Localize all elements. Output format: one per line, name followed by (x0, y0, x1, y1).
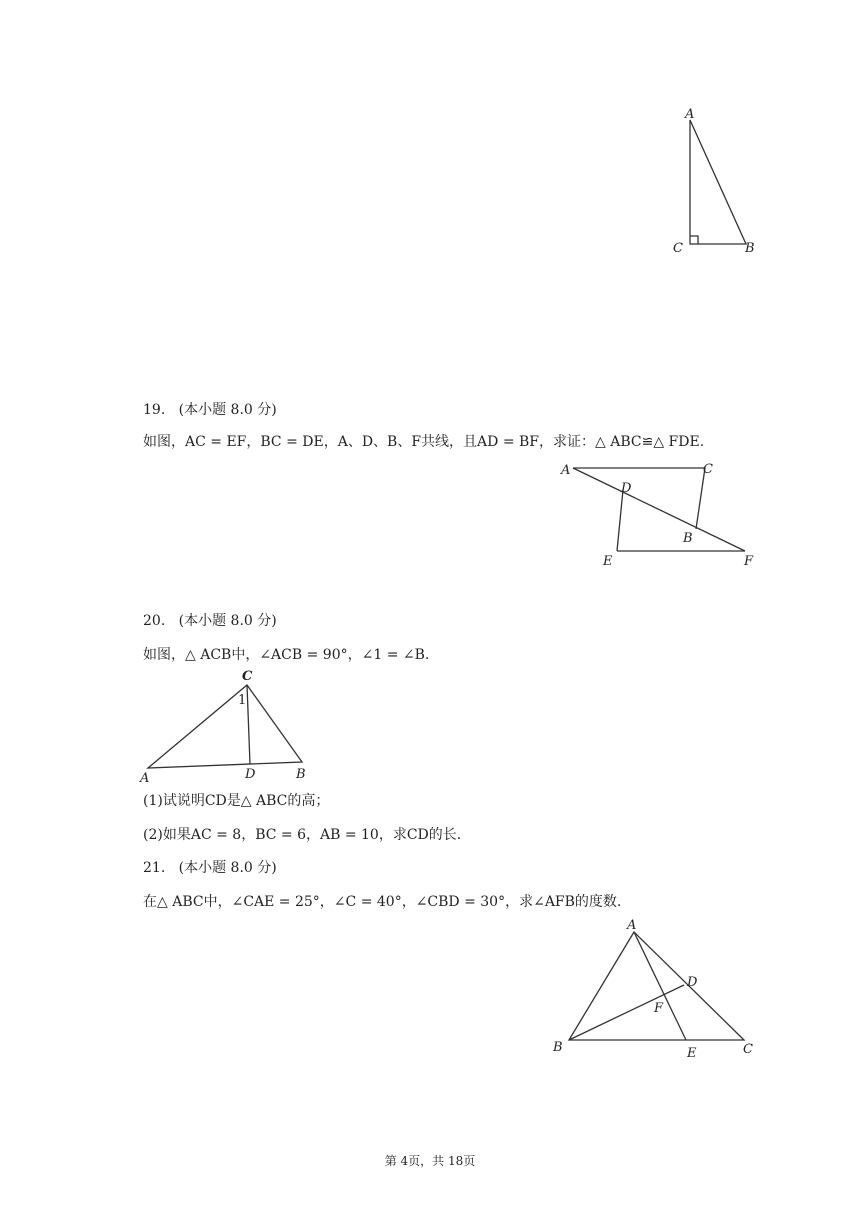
label-a: A (627, 918, 637, 933)
label-b: B (553, 1040, 563, 1055)
label-e: E (603, 554, 613, 569)
right-angle-mark (690, 236, 698, 244)
question-21-text: 在△ ABC中，∠CAE = 25°，∠C = 40°，∠CBD = 30°，求∠AFB的度数. (143, 894, 622, 910)
segment-cb (696, 468, 705, 529)
label-b: B (683, 531, 693, 546)
triangle-acb (690, 120, 746, 244)
triangle-acb (148, 685, 302, 768)
question-number: 20. (143, 613, 166, 629)
figure-right-triangle (660, 100, 790, 265)
question-points: (本小题 8.0 分) (178, 613, 277, 629)
page-footer: 第 4页，共 18页 (384, 1154, 476, 1168)
label-d: D (621, 481, 632, 496)
label-a: A (561, 463, 571, 478)
label-angle-1: 1 (238, 693, 247, 708)
label-c: C (673, 241, 683, 256)
label-f: F (654, 1001, 664, 1016)
figure-q21 (545, 915, 770, 1065)
question-20-part-2: (2)如果AC = 8，BC = 6，AB = 10，求CD的长. (143, 827, 462, 843)
question-points: (本小题 8.0 分) (178, 402, 277, 418)
label-c: C (743, 1042, 753, 1057)
label-a: A (140, 771, 150, 785)
question-21-header (143, 859, 277, 877)
question-19-header (143, 401, 277, 419)
question-number: 21. (143, 860, 166, 876)
question-20-header (143, 612, 277, 630)
question-19-text: 如图，AC = EF，BC = DE，A、D、B、F共线，且AD = BF，求证：△ ABC≌△ FDE. (143, 434, 705, 450)
question-number: 19. (143, 402, 166, 418)
label-d: D (245, 767, 256, 782)
question-points: (本小题 8.0 分) (178, 860, 277, 876)
label-c: C (703, 462, 713, 477)
label-d: D (687, 975, 698, 990)
segment-de (617, 490, 623, 551)
segment-af (573, 468, 745, 551)
figure-q19 (555, 458, 785, 573)
label-b: B (296, 767, 306, 782)
question-20-text: 如图，△ ACB中，∠ACB = 90°，∠1 = ∠B. (143, 647, 430, 663)
label-e: E (687, 1046, 697, 1061)
label-c: C (242, 669, 253, 684)
triangle-abc (569, 932, 744, 1040)
segment-ae (634, 932, 686, 1040)
label-a: A (685, 107, 695, 122)
figure-q20 (135, 665, 320, 785)
segment-cd (247, 685, 250, 764)
question-20-part-1: (1)试说明CD是△ ABC的高； (143, 793, 330, 809)
label-b: B (745, 241, 755, 256)
label-f: F (744, 554, 754, 569)
